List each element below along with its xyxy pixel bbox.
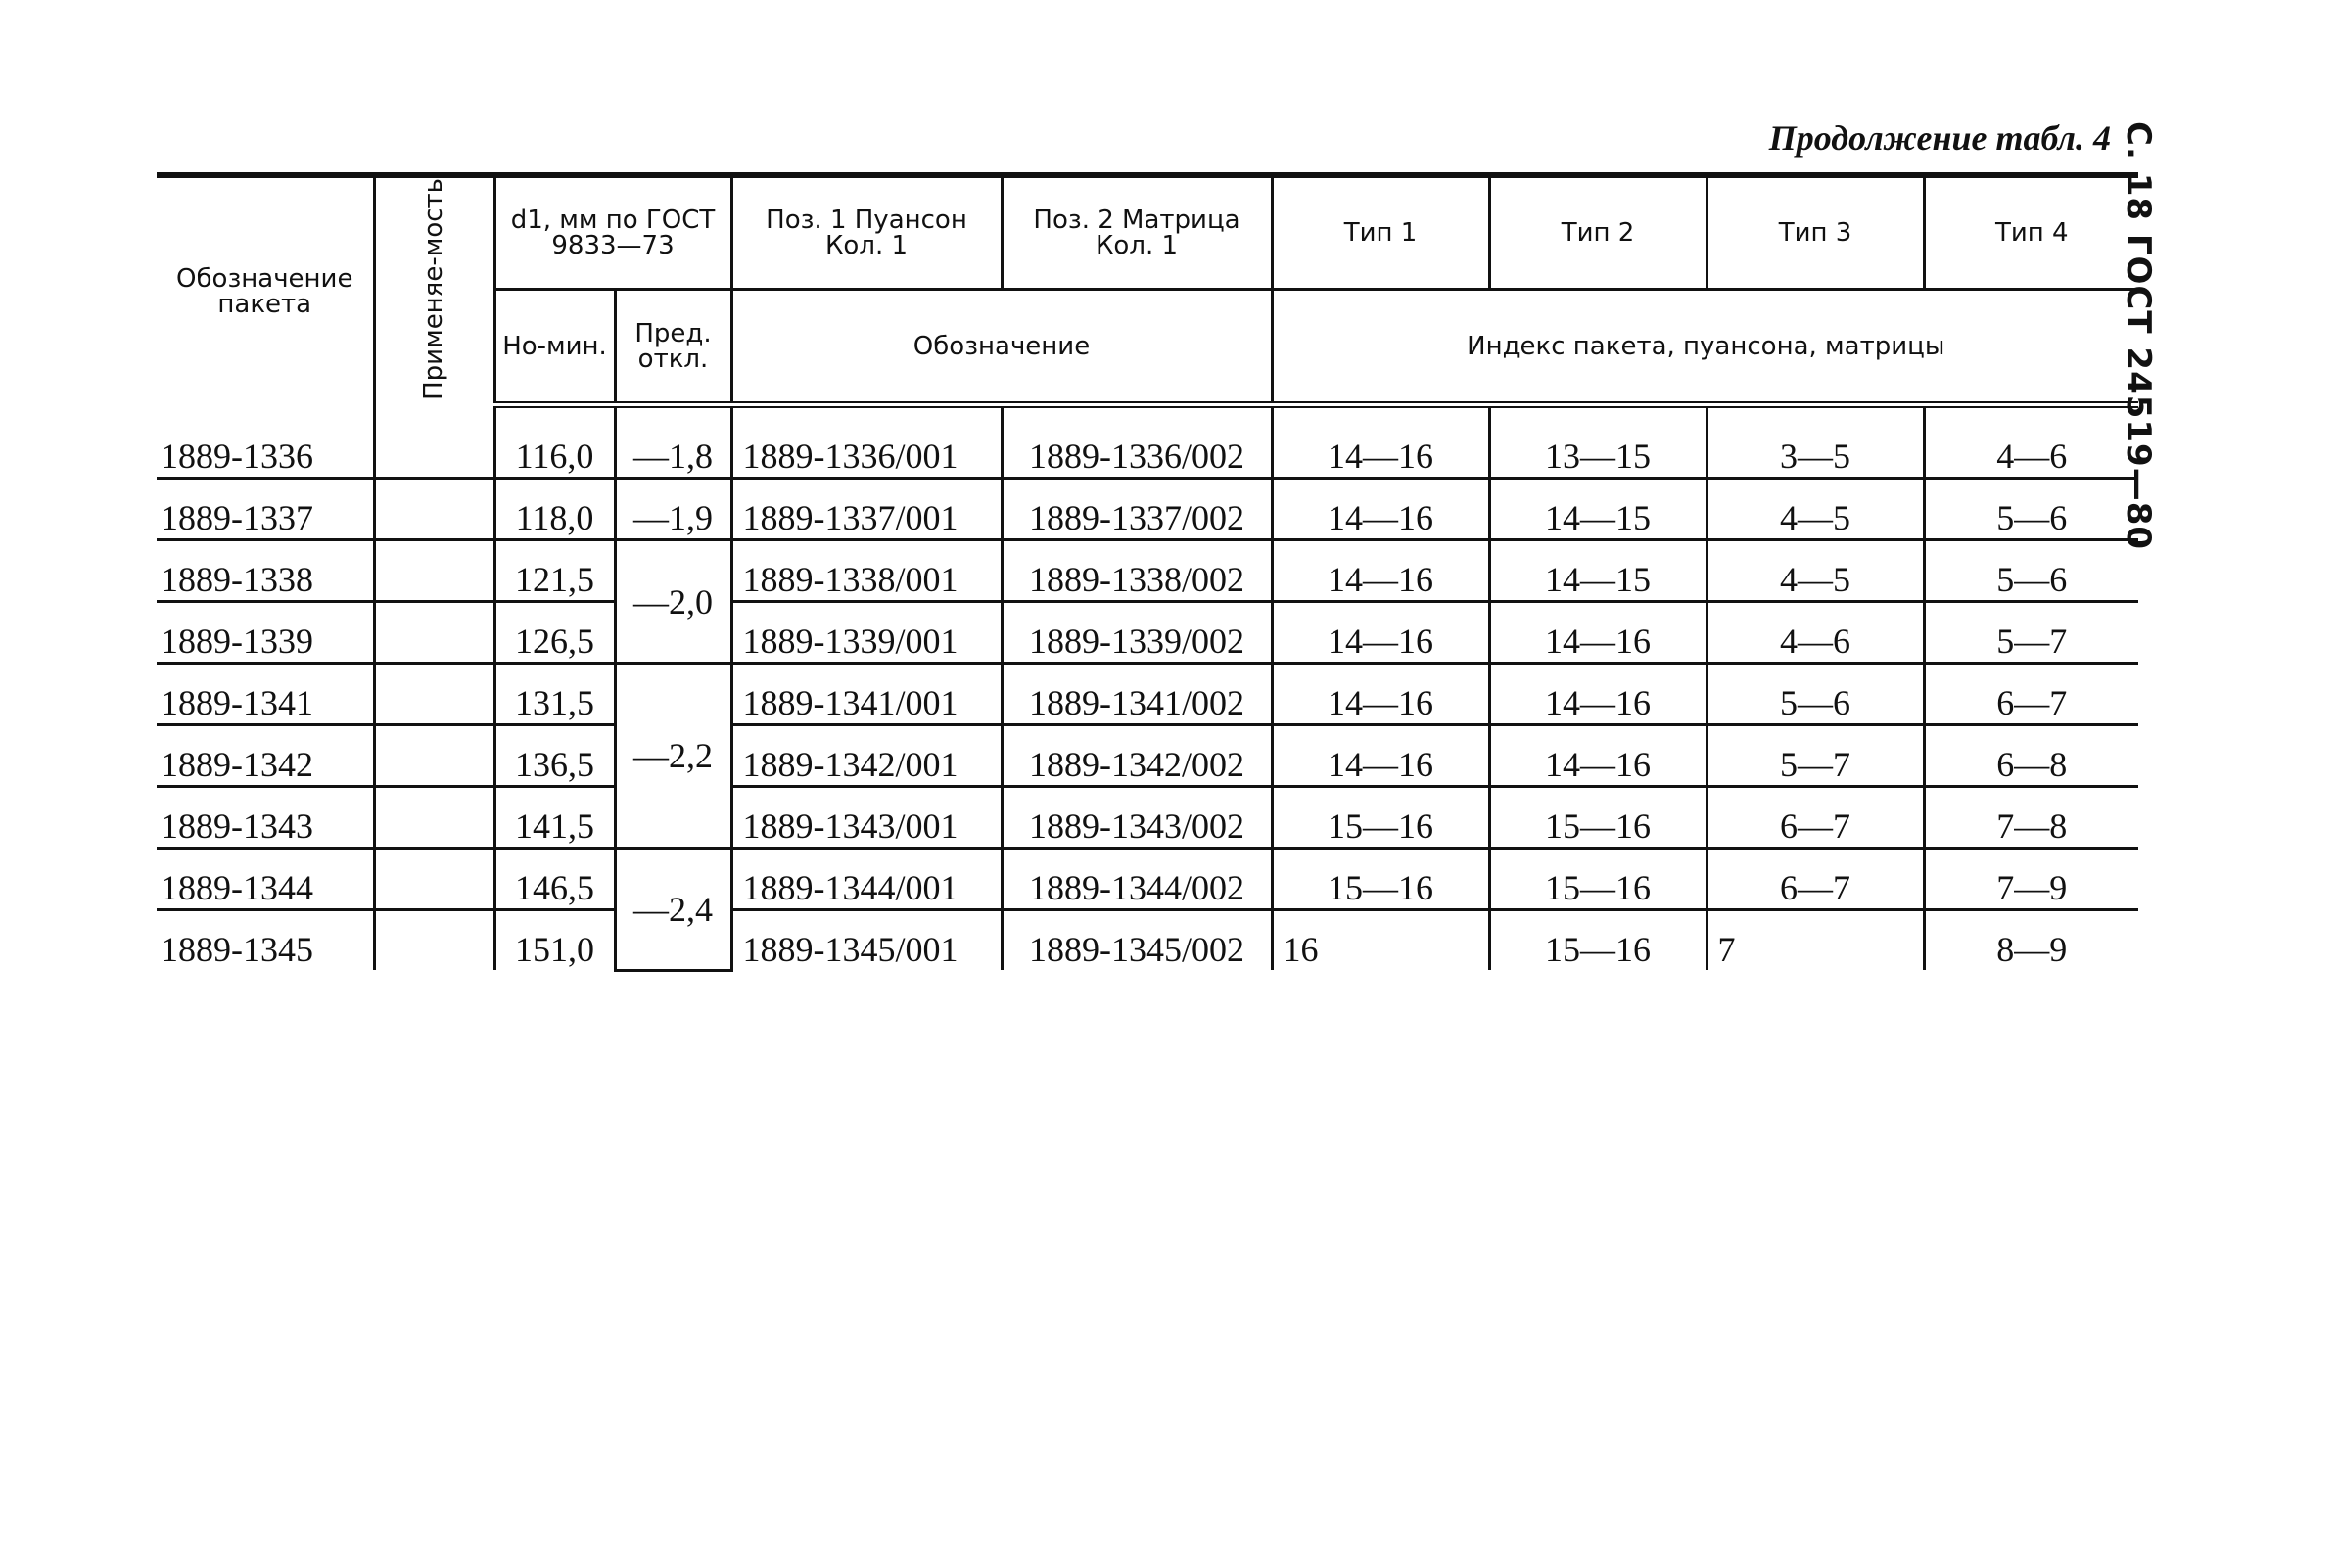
cell-designation: 1889-1339: [157, 602, 374, 664]
cell-type4: 5—6: [1924, 540, 2138, 602]
table-row: [157, 787, 2138, 849]
header-applicability-label: Применяе-мость: [418, 178, 448, 400]
header-designation-sub: Обозначение: [731, 289, 1272, 405]
table-row: [157, 602, 2138, 664]
cell-type1: 16: [1272, 910, 1489, 971]
cell-type3: 5—7: [1707, 725, 1924, 787]
cell-applicability: [374, 540, 494, 602]
cell-type2: 15—16: [1489, 849, 1707, 910]
cell-punch: 1889-1339/001: [731, 602, 1002, 664]
cell-type3: 6—7: [1707, 849, 1924, 910]
cell-type1: 14—16: [1272, 479, 1489, 540]
cell-type4: 6—8: [1924, 725, 2138, 787]
table-row: [157, 540, 2138, 602]
cell-designation: 1889-1344: [157, 849, 374, 910]
cell-applicability: [374, 910, 494, 971]
cell-punch: 1889-1342/001: [731, 725, 1002, 787]
cell-die: 1889-1345/002: [1002, 910, 1272, 971]
cell-type4: 6—7: [1924, 664, 2138, 725]
cell-nominal: 121,5: [494, 540, 615, 602]
cell-applicability: [374, 849, 494, 910]
header-pos2: Поз. 2 Матрица Кол. 1: [1002, 175, 1272, 289]
cell-type4: 4—6: [1924, 405, 2138, 479]
cell-punch: 1889-1338/001: [731, 540, 1002, 602]
cell-die: 1889-1341/002: [1002, 664, 1272, 725]
table-row: [157, 664, 2138, 725]
cell-punch: 1889-1341/001: [731, 664, 1002, 725]
cell-nominal: 136,5: [494, 725, 615, 787]
cell-type4: 7—9: [1924, 849, 2138, 910]
cell-type1: 15—16: [1272, 787, 1489, 849]
cell-designation: 1889-1342: [157, 725, 374, 787]
cell-punch: 1889-1345/001: [731, 910, 1002, 971]
cell-designation: 1889-1336: [157, 405, 374, 479]
cell-type1: 14—16: [1272, 602, 1489, 664]
page-number: С. 18 ГОСТ 24519—80: [2119, 121, 2158, 551]
cell-type1: 14—16: [1272, 405, 1489, 479]
header-pos1: Поз. 1 Пуансон Кол. 1: [731, 175, 1002, 289]
cell-nominal: 118,0: [494, 479, 615, 540]
cell-type4: 8—9: [1924, 910, 2138, 971]
cell-die: 1889-1337/002: [1002, 479, 1272, 540]
cell-tolerance: —2,0: [615, 540, 731, 664]
cell-applicability: [374, 479, 494, 540]
header-type4: Тип 4: [1924, 175, 2138, 289]
cell-type3: 6—7: [1707, 787, 1924, 849]
cell-applicability: [374, 725, 494, 787]
cell-punch: 1889-1337/001: [731, 479, 1002, 540]
cell-type4: 5—6: [1924, 479, 2138, 540]
cell-type1: 14—16: [1272, 664, 1489, 725]
cell-type2: 14—16: [1489, 725, 1707, 787]
cell-die: 1889-1343/002: [1002, 787, 1272, 849]
cell-designation: 1889-1343: [157, 787, 374, 849]
cell-type2: 14—15: [1489, 479, 1707, 540]
cell-type3: 7: [1707, 910, 1924, 971]
cell-designation: 1889-1337: [157, 479, 374, 540]
cell-applicability: [374, 664, 494, 725]
cell-punch: 1889-1344/001: [731, 849, 1002, 910]
cell-tolerance: —1,8: [615, 405, 731, 479]
cell-designation: 1889-1341: [157, 664, 374, 725]
cell-type3: 3—5: [1707, 405, 1924, 479]
table-row: [157, 849, 2138, 910]
cell-type2: 14—16: [1489, 602, 1707, 664]
cell-type2: 15—16: [1489, 787, 1707, 849]
cell-die: 1889-1339/002: [1002, 602, 1272, 664]
cell-type3: 5—6: [1707, 664, 1924, 725]
table-caption: Продолжение табл. 4: [1768, 118, 2111, 158]
cell-type1: 15—16: [1272, 849, 1489, 910]
data-table: [157, 172, 2138, 972]
table-row: [157, 479, 2138, 540]
cell-die: 1889-1338/002: [1002, 540, 1272, 602]
cell-applicability: [374, 787, 494, 849]
cell-tolerance: —2,2: [615, 664, 731, 849]
cell-punch: 1889-1343/001: [731, 787, 1002, 849]
cell-tolerance: —2,4: [615, 849, 731, 971]
header-type1: Тип 1: [1272, 175, 1489, 289]
cell-type2: 14—16: [1489, 664, 1707, 725]
cell-nominal: 151,0: [494, 910, 615, 971]
cell-designation: 1889-1338: [157, 540, 374, 602]
cell-designation: 1889-1345: [161, 930, 313, 970]
header-designation: Обозначение пакета: [176, 263, 353, 319]
cell-die: 1889-1344/002: [1002, 849, 1272, 910]
cell-type4: 7—8: [1924, 787, 2138, 849]
cell-type4: 5—7: [1924, 602, 2138, 664]
cell-nominal: 116,0: [494, 405, 615, 479]
header-type3: Тип 3: [1707, 175, 1924, 289]
cell-type3: 4—5: [1707, 540, 1924, 602]
table-row: [157, 405, 2138, 479]
cell-type3: 4—6: [1707, 602, 1924, 664]
cell-nominal: 146,5: [494, 849, 615, 910]
header-type2: Тип 2: [1489, 175, 1707, 289]
cell-type1: 14—16: [1272, 725, 1489, 787]
table-row: [157, 725, 2138, 787]
header-index: Индекс пакета, пуансона, матрицы: [1272, 289, 2138, 405]
cell-applicability: [374, 405, 494, 479]
header-applicability: [374, 175, 494, 405]
header-d1-group: d1, мм по ГОСТ 9833—73: [494, 175, 731, 289]
cell-nominal: 141,5: [494, 787, 615, 849]
cell-type2: 14—15: [1489, 540, 1707, 602]
cell-nominal: 126,5: [494, 602, 615, 664]
header-nominal: Но-мин.: [494, 289, 615, 405]
cell-nominal: 131,5: [494, 664, 615, 725]
cell-type3: 4—5: [1707, 479, 1924, 540]
cell-type1: 14—16: [1272, 540, 1489, 602]
cell-die: 1889-1336/002: [1002, 405, 1272, 479]
cell-punch: 1889-1336/001: [731, 405, 1002, 479]
cell-applicability: [374, 602, 494, 664]
header-tolerance: Пред. откл.: [615, 289, 731, 405]
table-row: [157, 910, 2138, 971]
cell-tolerance: —1,9: [615, 479, 731, 540]
cell-die: 1889-1342/002: [1002, 725, 1272, 787]
cell-type2: 13—15: [1489, 405, 1707, 479]
cell-type2: 15—16: [1489, 910, 1707, 971]
